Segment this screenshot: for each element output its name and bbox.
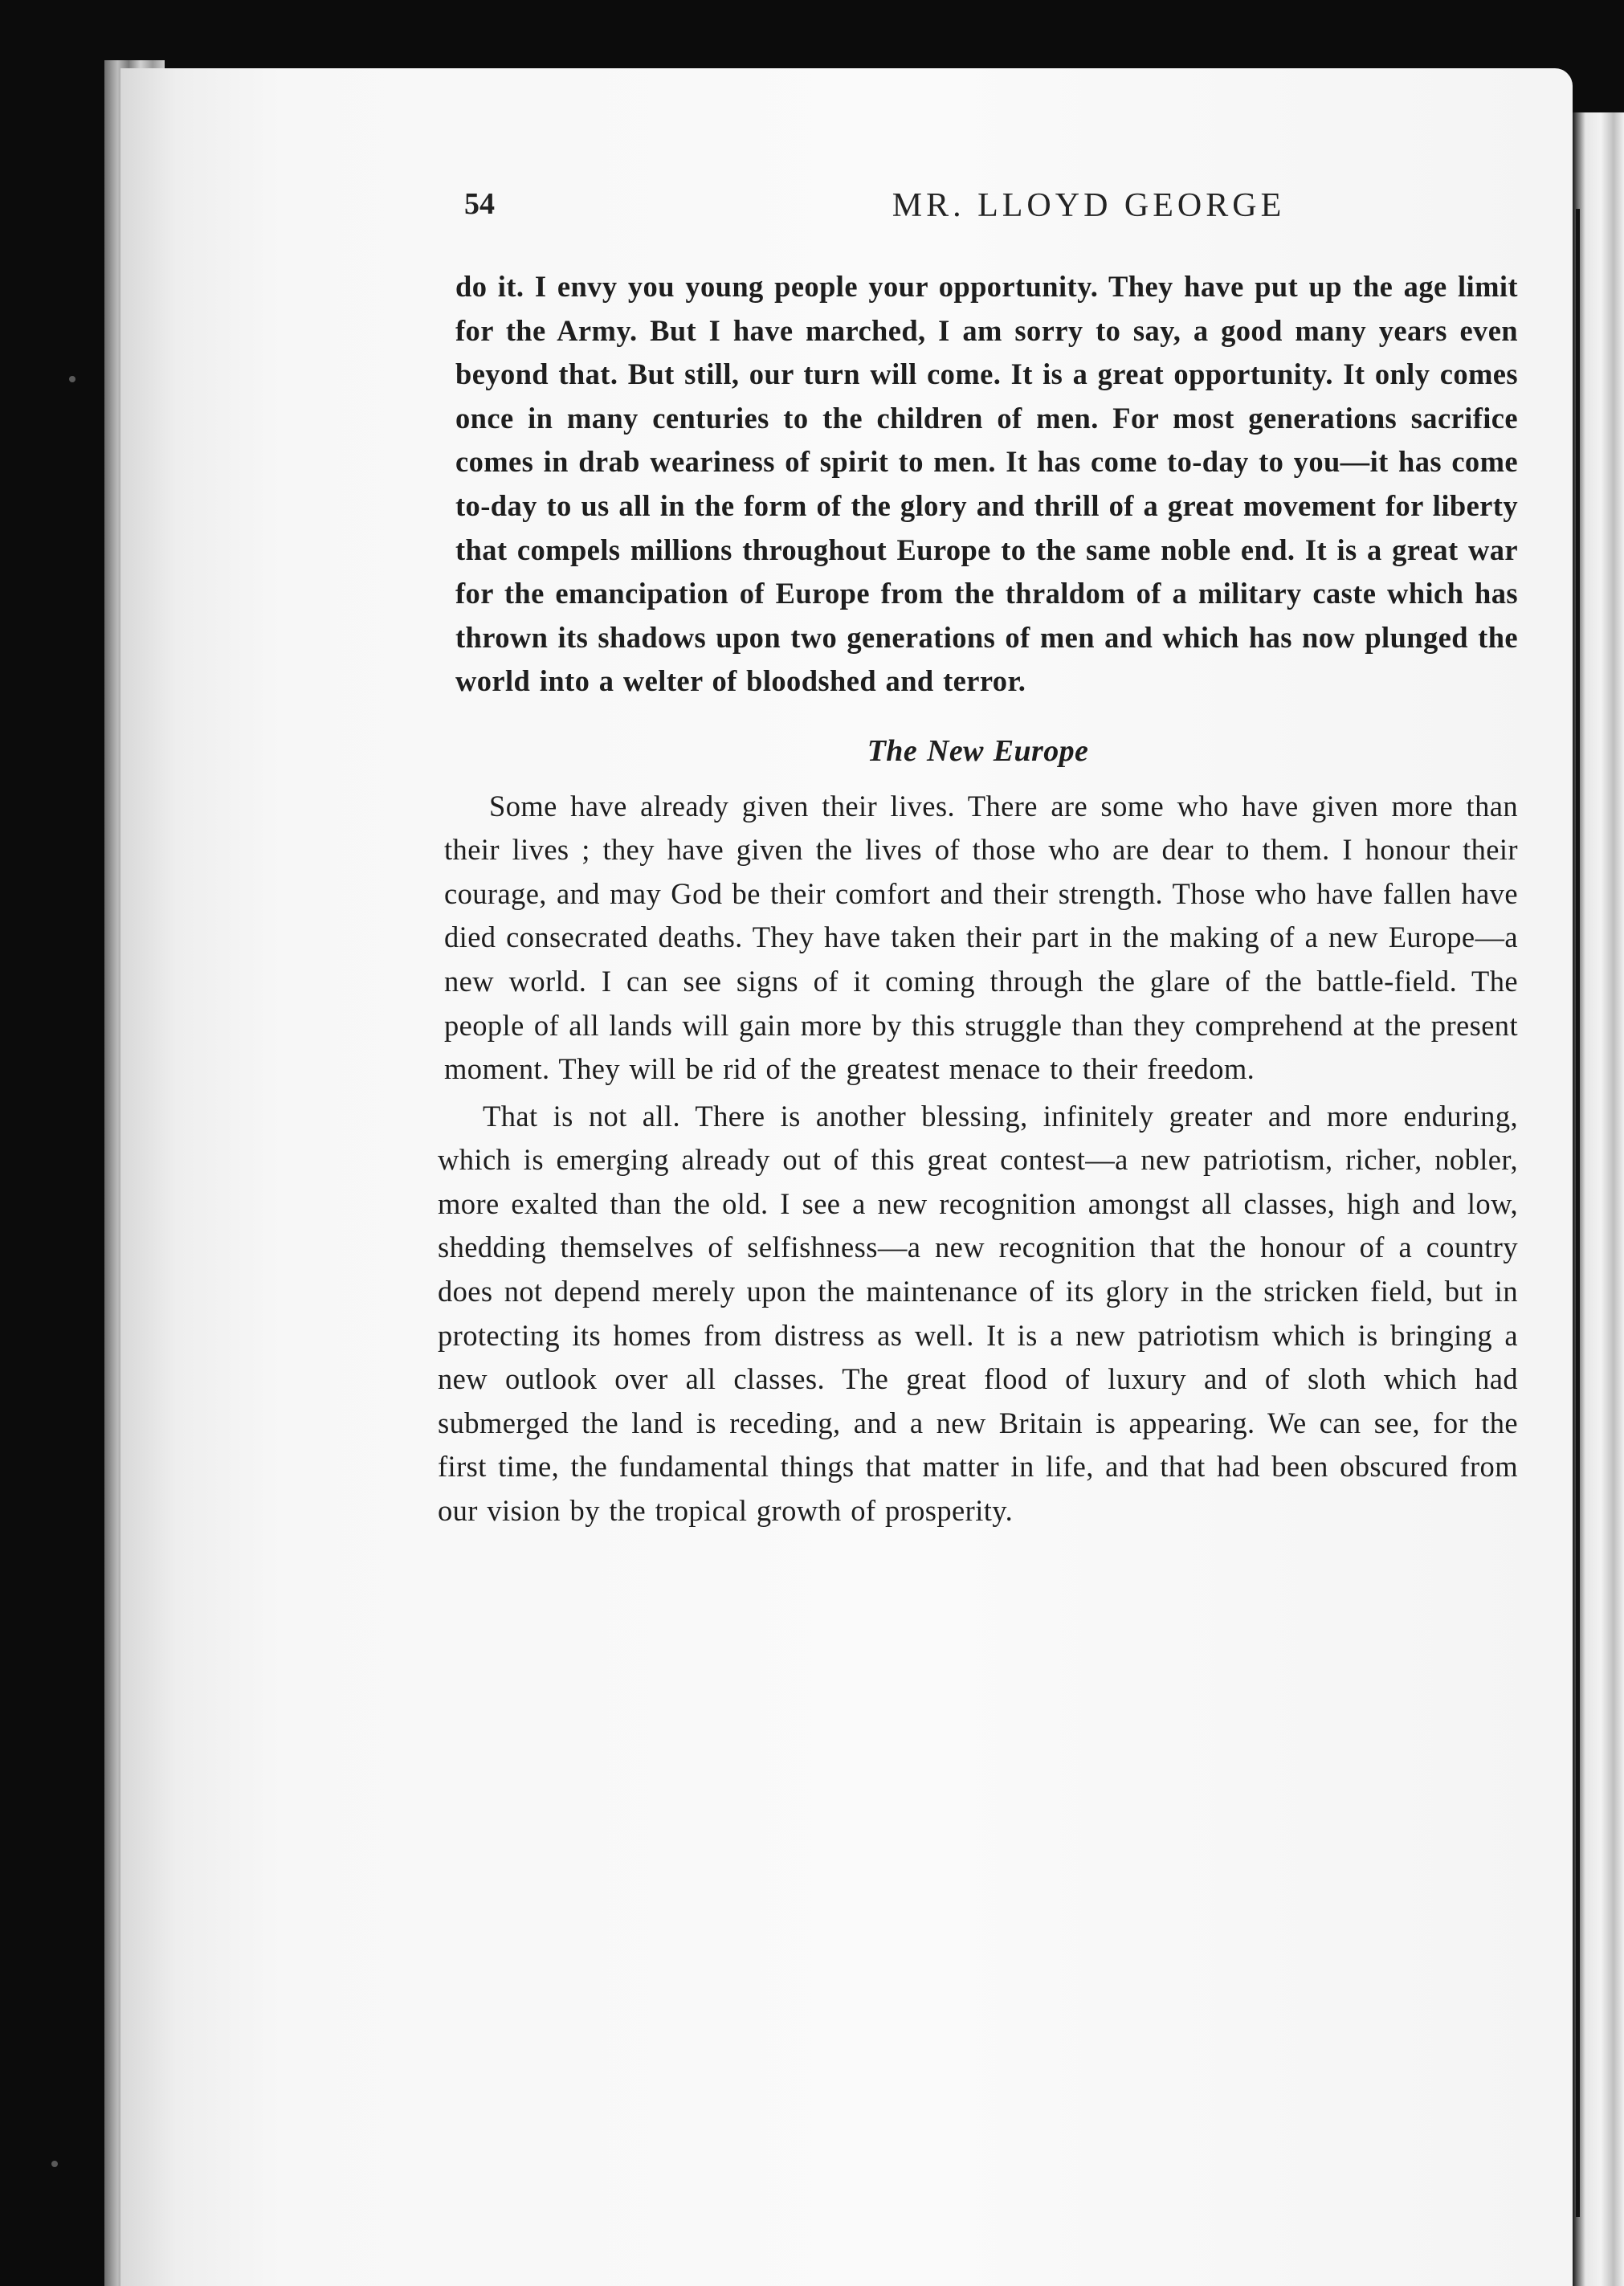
paragraph: do it. I envy you young people your opportunity. They have put up the age limit for the Army. But I have marched, I am sorry to say, a good many years even beyond that. But still, our turn will come. It is a great opportunity. It only comes once in many centuries to the children of men. For most generations sacrifice comes in drab weariness of spirit to men. It has come to-day to you—it has come to-day to us all in the form of the glory and thrill of a great movement for liberty that compels millions throughout Europe to the same noble end. It is a great war for the emancipation of Europe from the thraldom of a military caste which has thrown its shadows upon two generations of men and which has now plunged the world into a welter of bloodshed and terror. (455, 270, 1518, 698)
page-edge-line (1576, 209, 1580, 2217)
page-header (464, 186, 1512, 251)
scan-speck (69, 376, 75, 382)
page-text (438, 265, 1518, 1533)
paragraph: Some have already given their lives. There are some who have given more than their lives ; they have given the lives of those who are dear to them. I honour their courage, and may God be their comfort and their strength. Those who have fallen have died consecrated deaths. They have taken their part in the making of a new Europe—a new world. I can see signs of it coming through the glare of the battle-field. The people of all lands will gain more by this struggle than they comprehend at the present moment. They will be rid of the greatest menace to their freedom. (444, 789, 1518, 1086)
paragraph: That is not all. There is another blessing, infinitely greater and more enduring, which is emerging already out of this great contest—a new patriotism, richer, nobler, more exalted than the old. I see a new recognition amongst all classes, high and low, shedding themselves of selfishness—a new recognition that the honour of a country does not depend merely upon the maintenance of its glory in the stricken field, but in protecting its homes from distress as well. It is a new patriotism which is bringing a new outlook over all classes. The great flood of luxury and of sloth which had submerged the land is receding, and a new Britain is appearing. We can see, for the first time, the fundamental things that matter in life, and that had been obscured from our vision by the tropical growth of prosperity. (438, 1099, 1518, 1528)
running-head: MR. LLOYD GEORGE (892, 187, 1286, 224)
scan-speck (51, 2161, 58, 2167)
page-edge (1573, 112, 1624, 2286)
page-number: 54 (464, 187, 495, 221)
section-heading: The New Europe (867, 733, 1089, 768)
